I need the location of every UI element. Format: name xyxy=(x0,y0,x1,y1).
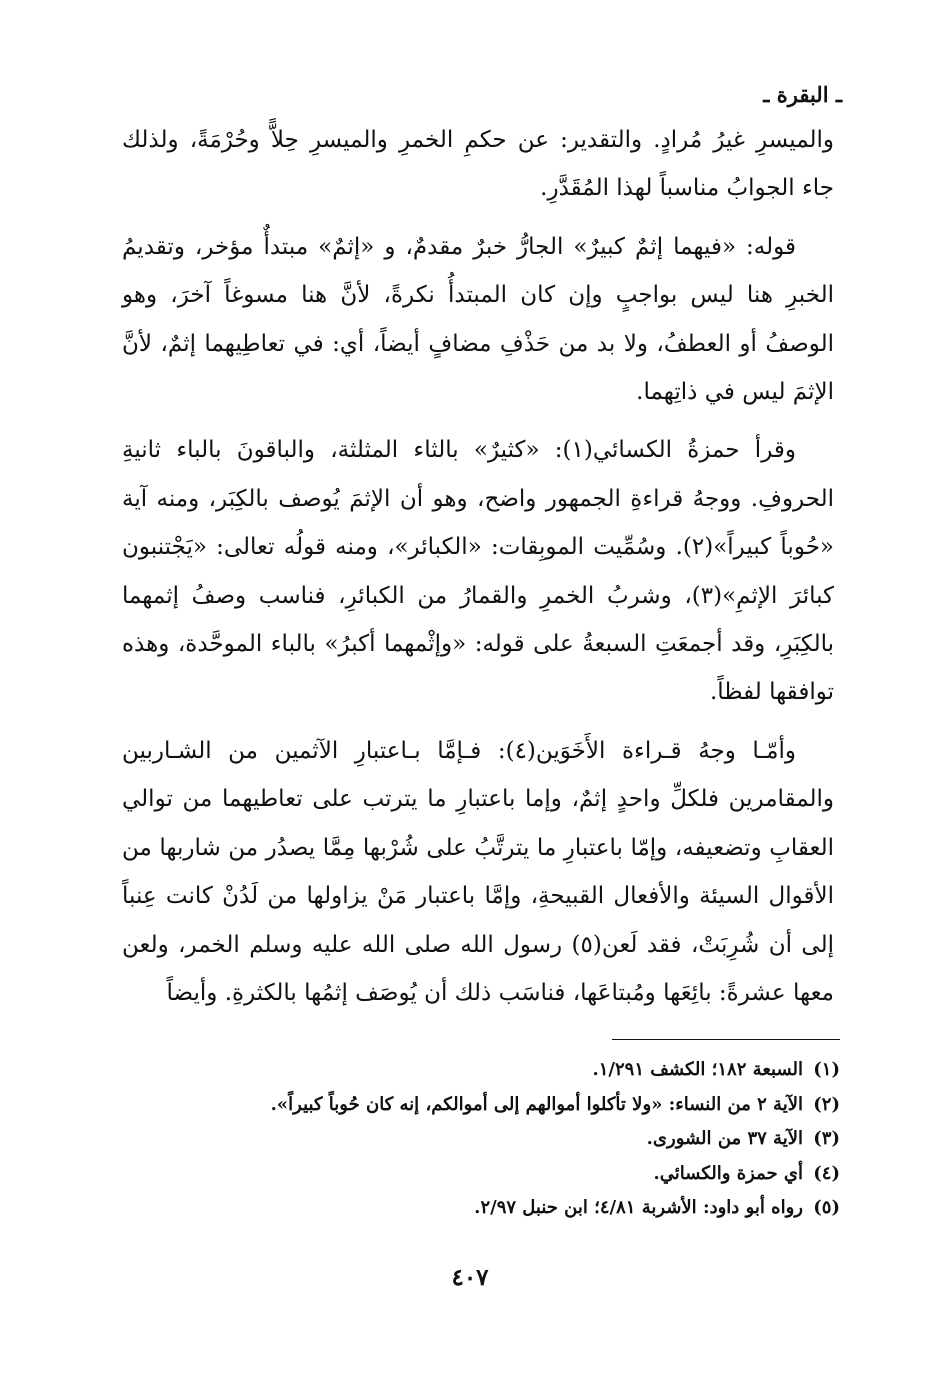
main-text xyxy=(122,116,834,1027)
footnote-number: (٣) xyxy=(813,1128,840,1149)
footnote-1 xyxy=(128,1053,840,1088)
paragraph-1: والميسرِ غيرُ مُرادٍ. والتقدير: عن حكمِ الخمرِ والميسرِ حِلاًّ وحُرْمَةً، ولذلك جاء الجوابُ مناسباً لهذا المُقَدَّرِ. xyxy=(122,127,834,202)
footnote-number: (٢) xyxy=(813,1093,840,1115)
footnote-2 xyxy=(128,1088,840,1123)
footnote-text: رواه أبو داود: الأشربة ٤/٨١؛ ابن حنبل ٢/٩٧. xyxy=(474,1197,803,1218)
footnotes xyxy=(128,1053,840,1226)
paragraph-2: قوله: «فيهما إثمٌ كبيرٌ» الجارُّ خبرٌ مقدمٌ، و «إثمٌ» مبتدأٌ مؤخر، وتقديمُ الخبرِ هنا ليس بواجبٍ وإن كان المبتدأُ نكرةً، لأنَّ هنا مسوغاً آخرَ، وهو الوصفُ أو العطفُ، ولا بد من حَذْفِ مضافٍ أيضاً، أي: في تعاطِيهما إثمٌ، لأنَّ الإثمَ ليس في ذاتِهما. xyxy=(122,233,834,406)
paragraph-4: وأمّـا وجهُ قـراءة الأَخَوَين(٤): فـإمَّا بـاعتبارِ الآثمين من الشـاربين والمقامرين فلكلِّ واحدٍ إثمٌ، وإما باعتبارِ ما يترتب على تعاطيهما من توالي العقابِ وتضعيفه، وإمّا باعتبارِ ما يترتَّبُ على شُرْبها مِمَّا يصدُر من شاربها من الأقوال السيئة والأفعال القبيحةِ، وإمَّا باعتبار مَنْ يزاولها من لَدُنْ كانت عِنباً إلى أن شُرِبَتْ، فقد لَعن(٥) رسول الله صلى الله عليه وسلم الخمر، ولعن معها عشرةً: بائِعَها ومُبتاعَها، فناسَب ذلك أن يُوصَف إثمُها بالكثرةِ. وأيضاً xyxy=(122,737,834,1006)
footnote-separator xyxy=(612,1039,840,1040)
paragraph-3: وقرأ حمزةُ الكسائي(١): «كثيرٌ» بالثاء المثلثة، والباقونَ بالباء ثانيةِ الحروفِ. ووجهُ قراءةِ الجمهور واضح، وهو أن الإثمَ يُوصف بالكِبَر، ومنه آية «حُوباً كبيراً»(٢). وسُمِّيت الموبِقات: «الكبائر»، ومنه قولُه تعالى: «يَجْتنبون كبائرَ الإثمِ»(٣)، وشربُ الخمرِ والقمارُ من الكبائرِ، فناسب وصفُ إثمهما بالكِبَرِ، وقد أجمعَتِ السبعةُ على قوله: «وإثْمهما أكبرُ» بالباء الموحَّدة، وهذه توافقها لفظاً. xyxy=(122,437,834,706)
footnote-text: السبعة ١٨٢؛ الكشف ١/٢٩١. xyxy=(592,1059,803,1080)
footnote-text: أي حمزة والكسائي. xyxy=(653,1162,803,1184)
footnote-number: (١) xyxy=(813,1059,840,1080)
page-number: ٤٠٧ xyxy=(451,1264,489,1291)
footnote-number: (٤) xyxy=(813,1162,840,1184)
footnote-4 xyxy=(128,1157,840,1192)
footnote-5 xyxy=(128,1191,840,1226)
footnote-3 xyxy=(128,1122,840,1157)
footnote-number: (٥) xyxy=(813,1197,840,1218)
footnote-text: الآية ٣٧ من الشورى. xyxy=(646,1128,803,1149)
footnote-text: الآية ٢ من النساء: «ولا تأكلوا أموالهم إلى أموالكم، إنه كان حُوباً كبيراً». xyxy=(270,1093,803,1115)
running-header: ـ البقرة ـ xyxy=(763,82,842,107)
